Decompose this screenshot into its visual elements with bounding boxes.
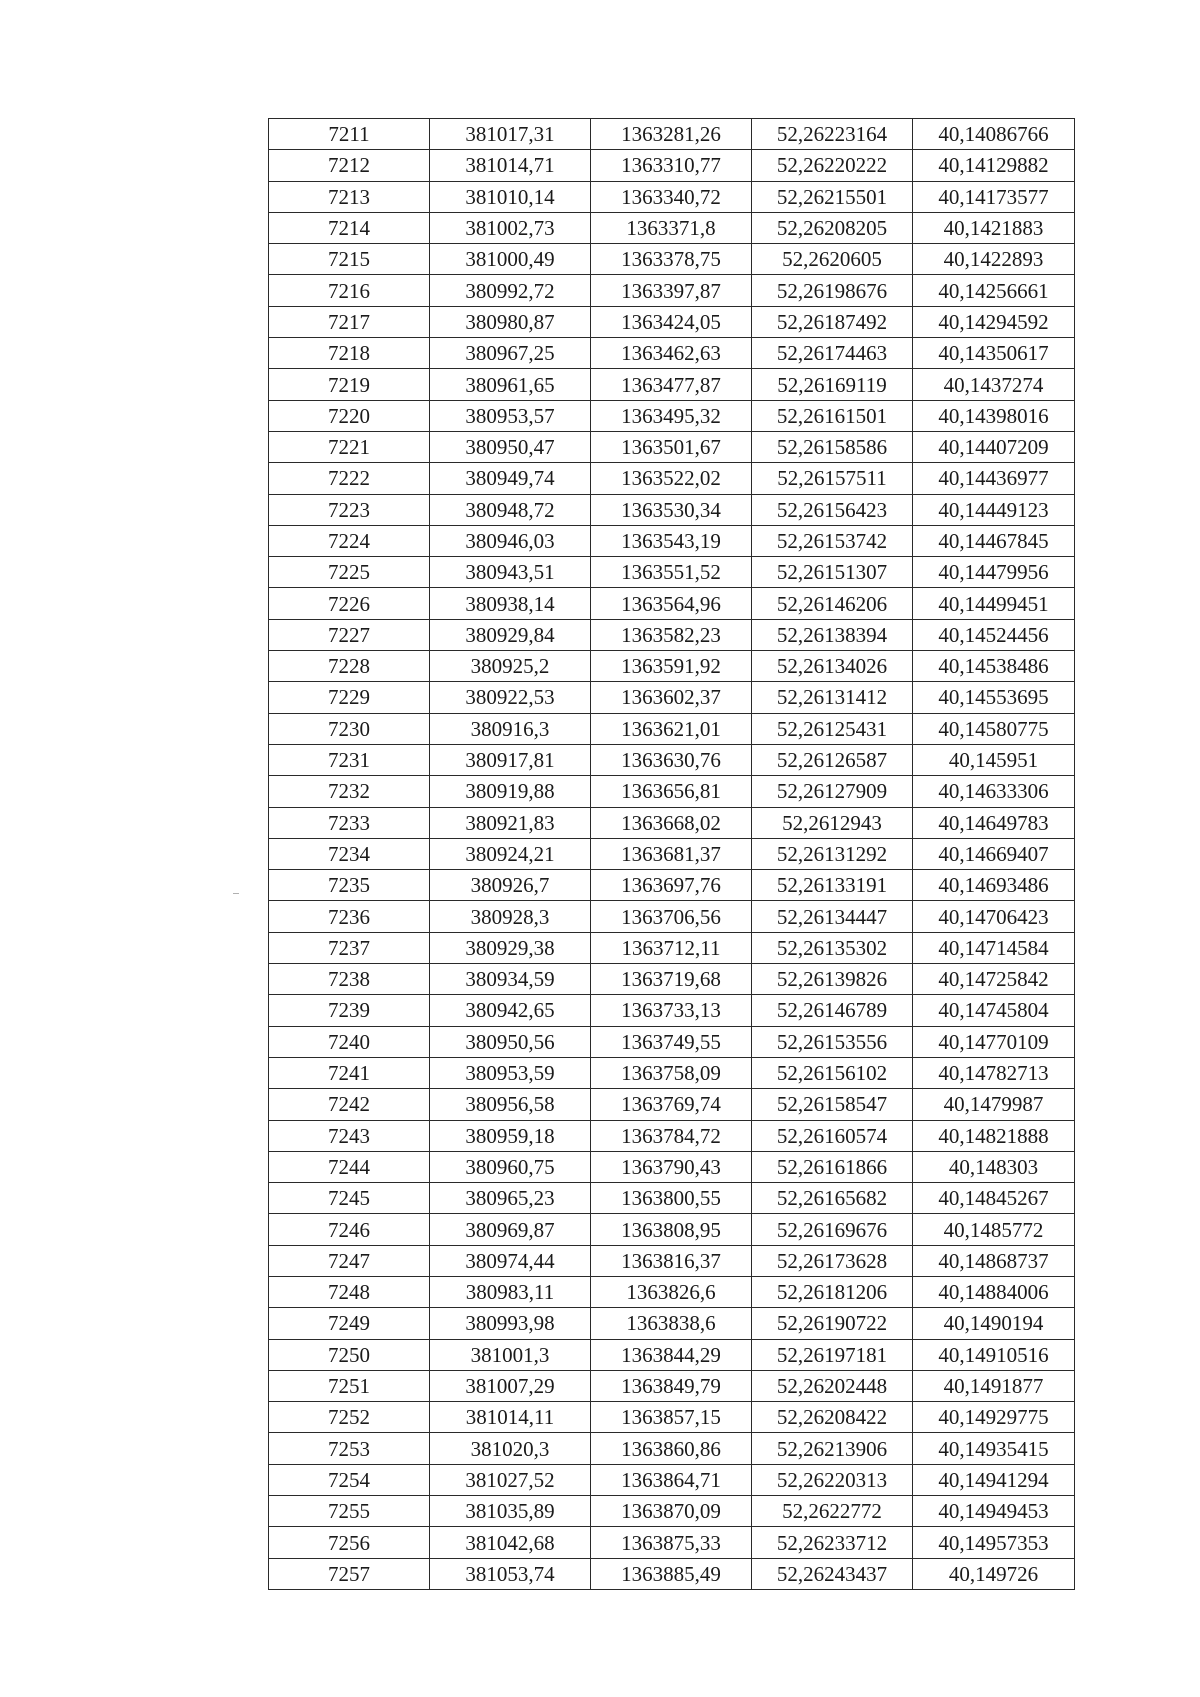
- latitude-cell: 52,26174463: [752, 338, 913, 369]
- coordinates-table-container: [268, 118, 1069, 1590]
- table-row: [269, 1496, 1075, 1527]
- latitude-cell: 52,26133191: [752, 870, 913, 901]
- table-row: [269, 807, 1075, 838]
- longitude-cell: 40,148303: [913, 1151, 1075, 1182]
- y-coordinate-cell: 1363281,26: [591, 119, 752, 150]
- x-coordinate-cell: 381053,74: [430, 1558, 591, 1589]
- longitude-cell: 40,14929775: [913, 1402, 1075, 1433]
- x-coordinate-cell: 380953,57: [430, 400, 591, 431]
- point-number-cell: 7230: [269, 713, 430, 744]
- latitude-cell: 52,26202448: [752, 1370, 913, 1401]
- x-coordinate-cell: 380965,23: [430, 1183, 591, 1214]
- latitude-cell: 52,26197181: [752, 1339, 913, 1370]
- longitude-cell: 40,14957353: [913, 1527, 1075, 1558]
- longitude-cell: 40,14479956: [913, 557, 1075, 588]
- y-coordinate-cell: 1363849,79: [591, 1370, 752, 1401]
- table-row: [269, 776, 1075, 807]
- x-coordinate-cell: 381017,31: [430, 119, 591, 150]
- table-row: [269, 1276, 1075, 1307]
- longitude-cell: 40,14173577: [913, 181, 1075, 212]
- point-number-cell: 7217: [269, 306, 430, 337]
- point-number-cell: 7216: [269, 275, 430, 306]
- latitude-cell: 52,26158547: [752, 1089, 913, 1120]
- x-coordinate-cell: 380960,75: [430, 1151, 591, 1182]
- latitude-cell: 52,26223164: [752, 119, 913, 150]
- latitude-cell: 52,2622772: [752, 1496, 913, 1527]
- point-number-cell: 7247: [269, 1245, 430, 1276]
- x-coordinate-cell: 380919,88: [430, 776, 591, 807]
- latitude-cell: 52,26190722: [752, 1308, 913, 1339]
- x-coordinate-cell: 380921,83: [430, 807, 591, 838]
- longitude-cell: 40,14714584: [913, 932, 1075, 963]
- table-row: [269, 1151, 1075, 1182]
- table-row: [269, 1245, 1075, 1276]
- point-number-cell: 7220: [269, 400, 430, 431]
- longitude-cell: 40,14633306: [913, 776, 1075, 807]
- point-number-cell: 7211: [269, 119, 430, 150]
- latitude-cell: 52,26243437: [752, 1558, 913, 1589]
- longitude-cell: 40,1491877: [913, 1370, 1075, 1401]
- table-row: [269, 275, 1075, 306]
- x-coordinate-cell: 380934,59: [430, 964, 591, 995]
- point-number-cell: 7219: [269, 369, 430, 400]
- point-number-cell: 7256: [269, 1527, 430, 1558]
- table-row: [269, 494, 1075, 525]
- x-coordinate-cell: 380929,38: [430, 932, 591, 963]
- table-row: [269, 181, 1075, 212]
- x-coordinate-cell: 380959,18: [430, 1120, 591, 1151]
- point-number-cell: 7221: [269, 431, 430, 462]
- x-coordinate-cell: 380942,65: [430, 995, 591, 1026]
- y-coordinate-cell: 1363749,55: [591, 1026, 752, 1057]
- point-number-cell: 7250: [269, 1339, 430, 1370]
- longitude-cell: 40,14524456: [913, 619, 1075, 650]
- y-coordinate-cell: 1363378,75: [591, 244, 752, 275]
- y-coordinate-cell: 1363697,76: [591, 870, 752, 901]
- latitude-cell: 52,26153742: [752, 525, 913, 556]
- latitude-cell: 52,26138394: [752, 619, 913, 650]
- y-coordinate-cell: 1363860,86: [591, 1433, 752, 1464]
- longitude-cell: 40,14706423: [913, 901, 1075, 932]
- longitude-cell: 40,1422893: [913, 244, 1075, 275]
- latitude-cell: 52,26208205: [752, 212, 913, 243]
- x-coordinate-cell: 380953,59: [430, 1057, 591, 1088]
- latitude-cell: 52,26146789: [752, 995, 913, 1026]
- point-number-cell: 7240: [269, 1026, 430, 1057]
- point-number-cell: 7229: [269, 682, 430, 713]
- latitude-cell: 52,26151307: [752, 557, 913, 588]
- longitude-cell: 40,1485772: [913, 1214, 1075, 1245]
- table-row: [269, 338, 1075, 369]
- y-coordinate-cell: 1363875,33: [591, 1527, 752, 1558]
- longitude-cell: 40,14941294: [913, 1464, 1075, 1495]
- longitude-cell: 40,14086766: [913, 119, 1075, 150]
- x-coordinate-cell: 380983,11: [430, 1276, 591, 1307]
- x-coordinate-cell: 381020,3: [430, 1433, 591, 1464]
- latitude-cell: 52,26153556: [752, 1026, 913, 1057]
- point-number-cell: 7242: [269, 1089, 430, 1120]
- x-coordinate-cell: 381010,14: [430, 181, 591, 212]
- point-number-cell: 7225: [269, 557, 430, 588]
- y-coordinate-cell: 1363816,37: [591, 1245, 752, 1276]
- longitude-cell: 40,14770109: [913, 1026, 1075, 1057]
- table-row: [269, 964, 1075, 995]
- y-coordinate-cell: 1363870,09: [591, 1496, 752, 1527]
- latitude-cell: 52,26125431: [752, 713, 913, 744]
- latitude-cell: 52,26181206: [752, 1276, 913, 1307]
- latitude-cell: 52,26165682: [752, 1183, 913, 1214]
- longitude-cell: 40,14935415: [913, 1433, 1075, 1464]
- point-number-cell: 7228: [269, 651, 430, 682]
- y-coordinate-cell: 1363864,71: [591, 1464, 752, 1495]
- y-coordinate-cell: 1363758,09: [591, 1057, 752, 1088]
- x-coordinate-cell: 380974,44: [430, 1245, 591, 1276]
- longitude-cell: 40,14256661: [913, 275, 1075, 306]
- coordinates-table: [268, 118, 1075, 1590]
- latitude-cell: 52,26169676: [752, 1214, 913, 1245]
- longitude-cell: 40,14745804: [913, 995, 1075, 1026]
- longitude-cell: 40,14845267: [913, 1183, 1075, 1214]
- latitude-cell: 52,26158586: [752, 431, 913, 462]
- longitude-cell: 40,14868737: [913, 1245, 1075, 1276]
- table-row: [269, 212, 1075, 243]
- x-coordinate-cell: 381002,73: [430, 212, 591, 243]
- y-coordinate-cell: 1363719,68: [591, 964, 752, 995]
- x-coordinate-cell: 381014,71: [430, 150, 591, 181]
- latitude-cell: 52,26146206: [752, 588, 913, 619]
- x-coordinate-cell: 380917,81: [430, 744, 591, 775]
- latitude-cell: 52,26160574: [752, 1120, 913, 1151]
- x-coordinate-cell: 381035,89: [430, 1496, 591, 1527]
- point-number-cell: 7243: [269, 1120, 430, 1151]
- y-coordinate-cell: 1363424,05: [591, 306, 752, 337]
- y-coordinate-cell: 1363630,76: [591, 744, 752, 775]
- x-coordinate-cell: 380926,7: [430, 870, 591, 901]
- latitude-cell: 52,26161501: [752, 400, 913, 431]
- table-row: [269, 369, 1075, 400]
- table-row: [269, 1308, 1075, 1339]
- x-coordinate-cell: 380980,87: [430, 306, 591, 337]
- x-coordinate-cell: 380938,14: [430, 588, 591, 619]
- latitude-cell: 52,26213906: [752, 1433, 913, 1464]
- x-coordinate-cell: 381007,29: [430, 1370, 591, 1401]
- point-number-cell: 7253: [269, 1433, 430, 1464]
- longitude-cell: 40,14436977: [913, 463, 1075, 494]
- x-coordinate-cell: 380967,25: [430, 338, 591, 369]
- y-coordinate-cell: 1363621,01: [591, 713, 752, 744]
- longitude-cell: 40,1437274: [913, 369, 1075, 400]
- table-row: [269, 1214, 1075, 1245]
- x-coordinate-cell: 380949,74: [430, 463, 591, 494]
- latitude-cell: 52,26215501: [752, 181, 913, 212]
- latitude-cell: 52,26233712: [752, 1527, 913, 1558]
- point-number-cell: 7246: [269, 1214, 430, 1245]
- table-row: [269, 1527, 1075, 1558]
- table-row: [269, 1089, 1075, 1120]
- point-number-cell: 7223: [269, 494, 430, 525]
- latitude-cell: 52,26220222: [752, 150, 913, 181]
- longitude-cell: 40,14294592: [913, 306, 1075, 337]
- table-row: [269, 306, 1075, 337]
- x-coordinate-cell: 380969,87: [430, 1214, 591, 1245]
- point-number-cell: 7233: [269, 807, 430, 838]
- point-number-cell: 7254: [269, 1464, 430, 1495]
- point-number-cell: 7249: [269, 1308, 430, 1339]
- y-coordinate-cell: 1363543,19: [591, 525, 752, 556]
- y-coordinate-cell: 1363769,74: [591, 1089, 752, 1120]
- point-number-cell: 7241: [269, 1057, 430, 1088]
- y-coordinate-cell: 1363310,77: [591, 150, 752, 181]
- x-coordinate-cell: 380924,21: [430, 838, 591, 869]
- longitude-cell: 40,14782713: [913, 1057, 1075, 1088]
- point-number-cell: 7222: [269, 463, 430, 494]
- point-number-cell: 7239: [269, 995, 430, 1026]
- y-coordinate-cell: 1363712,11: [591, 932, 752, 963]
- table-row: [269, 119, 1075, 150]
- y-coordinate-cell: 1363551,52: [591, 557, 752, 588]
- latitude-cell: 52,26135302: [752, 932, 913, 963]
- point-number-cell: 7218: [269, 338, 430, 369]
- y-coordinate-cell: 1363857,15: [591, 1402, 752, 1433]
- y-coordinate-cell: 1363602,37: [591, 682, 752, 713]
- x-coordinate-cell: 381027,52: [430, 1464, 591, 1495]
- longitude-cell: 40,14669407: [913, 838, 1075, 869]
- longitude-cell: 40,14884006: [913, 1276, 1075, 1307]
- table-row: [269, 838, 1075, 869]
- y-coordinate-cell: 1363790,43: [591, 1151, 752, 1182]
- table-row: [269, 1183, 1075, 1214]
- latitude-cell: 52,26134447: [752, 901, 913, 932]
- x-coordinate-cell: 381042,68: [430, 1527, 591, 1558]
- x-coordinate-cell: 380961,65: [430, 369, 591, 400]
- point-number-cell: 7251: [269, 1370, 430, 1401]
- point-number-cell: 7212: [269, 150, 430, 181]
- latitude-cell: 52,26161866: [752, 1151, 913, 1182]
- x-coordinate-cell: 380916,3: [430, 713, 591, 744]
- y-coordinate-cell: 1363591,92: [591, 651, 752, 682]
- point-number-cell: 7248: [269, 1276, 430, 1307]
- y-coordinate-cell: 1363582,23: [591, 619, 752, 650]
- longitude-cell: 40,14949453: [913, 1496, 1075, 1527]
- table-row: [269, 682, 1075, 713]
- latitude-cell: 52,26127909: [752, 776, 913, 807]
- y-coordinate-cell: 1363706,56: [591, 901, 752, 932]
- point-number-cell: 7237: [269, 932, 430, 963]
- y-coordinate-cell: 1363733,13: [591, 995, 752, 1026]
- x-coordinate-cell: 380946,03: [430, 525, 591, 556]
- table-row: [269, 713, 1075, 744]
- point-number-cell: 7214: [269, 212, 430, 243]
- longitude-cell: 40,14129882: [913, 150, 1075, 181]
- latitude-cell: 52,26131412: [752, 682, 913, 713]
- x-coordinate-cell: 380950,56: [430, 1026, 591, 1057]
- coordinates-table-body: [269, 119, 1075, 1590]
- y-coordinate-cell: 1363522,02: [591, 463, 752, 494]
- table-row: [269, 1558, 1075, 1589]
- longitude-cell: 40,14553695: [913, 682, 1075, 713]
- point-number-cell: 7252: [269, 1402, 430, 1433]
- longitude-cell: 40,14580775: [913, 713, 1075, 744]
- point-number-cell: 7245: [269, 1183, 430, 1214]
- y-coordinate-cell: 1363564,96: [591, 588, 752, 619]
- latitude-cell: 52,26187492: [752, 306, 913, 337]
- longitude-cell: 40,14407209: [913, 431, 1075, 462]
- table-row: [269, 1433, 1075, 1464]
- y-coordinate-cell: 1363808,95: [591, 1214, 752, 1245]
- table-row: [269, 557, 1075, 588]
- longitude-cell: 40,14725842: [913, 964, 1075, 995]
- latitude-cell: 52,26208422: [752, 1402, 913, 1433]
- longitude-cell: 40,14398016: [913, 400, 1075, 431]
- table-row: [269, 431, 1075, 462]
- scan-artifact: [233, 893, 239, 894]
- point-number-cell: 7226: [269, 588, 430, 619]
- latitude-cell: 52,2620605: [752, 244, 913, 275]
- table-row: [269, 870, 1075, 901]
- x-coordinate-cell: 380950,47: [430, 431, 591, 462]
- longitude-cell: 40,14821888: [913, 1120, 1075, 1151]
- table-row: [269, 244, 1075, 275]
- longitude-cell: 40,14499451: [913, 588, 1075, 619]
- x-coordinate-cell: 380943,51: [430, 557, 591, 588]
- x-coordinate-cell: 380928,3: [430, 901, 591, 932]
- point-number-cell: 7257: [269, 1558, 430, 1589]
- x-coordinate-cell: 380929,84: [430, 619, 591, 650]
- table-row: [269, 651, 1075, 682]
- latitude-cell: 52,26126587: [752, 744, 913, 775]
- longitude-cell: 40,14693486: [913, 870, 1075, 901]
- latitude-cell: 52,26139826: [752, 964, 913, 995]
- x-coordinate-cell: 380922,53: [430, 682, 591, 713]
- longitude-cell: 40,14538486: [913, 651, 1075, 682]
- table-row: [269, 995, 1075, 1026]
- point-number-cell: 7236: [269, 901, 430, 932]
- longitude-cell: 40,14449123: [913, 494, 1075, 525]
- table-row: [269, 619, 1075, 650]
- latitude-cell: 52,26156102: [752, 1057, 913, 1088]
- table-row: [269, 1370, 1075, 1401]
- y-coordinate-cell: 1363826,6: [591, 1276, 752, 1307]
- y-coordinate-cell: 1363501,67: [591, 431, 752, 462]
- table-row: [269, 932, 1075, 963]
- table-row: [269, 1026, 1075, 1057]
- table-row: [269, 1464, 1075, 1495]
- table-row: [269, 901, 1075, 932]
- x-coordinate-cell: 380948,72: [430, 494, 591, 525]
- y-coordinate-cell: 1363885,49: [591, 1558, 752, 1589]
- longitude-cell: 40,1421883: [913, 212, 1075, 243]
- y-coordinate-cell: 1363838,6: [591, 1308, 752, 1339]
- longitude-cell: 40,149726: [913, 1558, 1075, 1589]
- longitude-cell: 40,145951: [913, 744, 1075, 775]
- y-coordinate-cell: 1363340,72: [591, 181, 752, 212]
- latitude-cell: 52,26169119: [752, 369, 913, 400]
- y-coordinate-cell: 1363371,8: [591, 212, 752, 243]
- point-number-cell: 7215: [269, 244, 430, 275]
- x-coordinate-cell: 381000,49: [430, 244, 591, 275]
- y-coordinate-cell: 1363681,37: [591, 838, 752, 869]
- y-coordinate-cell: 1363477,87: [591, 369, 752, 400]
- point-number-cell: 7232: [269, 776, 430, 807]
- table-row: [269, 1402, 1075, 1433]
- table-row: [269, 150, 1075, 181]
- y-coordinate-cell: 1363784,72: [591, 1120, 752, 1151]
- point-number-cell: 7224: [269, 525, 430, 556]
- x-coordinate-cell: 380956,58: [430, 1089, 591, 1120]
- point-number-cell: 7235: [269, 870, 430, 901]
- table-row: [269, 463, 1075, 494]
- latitude-cell: 52,26131292: [752, 838, 913, 869]
- longitude-cell: 40,14910516: [913, 1339, 1075, 1370]
- y-coordinate-cell: 1363656,81: [591, 776, 752, 807]
- point-number-cell: 7213: [269, 181, 430, 212]
- table-row: [269, 588, 1075, 619]
- point-number-cell: 7238: [269, 964, 430, 995]
- table-row: [269, 1339, 1075, 1370]
- latitude-cell: 52,26156423: [752, 494, 913, 525]
- y-coordinate-cell: 1363800,55: [591, 1183, 752, 1214]
- table-row: [269, 1120, 1075, 1151]
- y-coordinate-cell: 1363462,63: [591, 338, 752, 369]
- table-row: [269, 400, 1075, 431]
- x-coordinate-cell: 380925,2: [430, 651, 591, 682]
- y-coordinate-cell: 1363668,02: [591, 807, 752, 838]
- latitude-cell: 52,2612943: [752, 807, 913, 838]
- point-number-cell: 7244: [269, 1151, 430, 1182]
- latitude-cell: 52,26220313: [752, 1464, 913, 1495]
- point-number-cell: 7227: [269, 619, 430, 650]
- table-row: [269, 744, 1075, 775]
- longitude-cell: 40,14467845: [913, 525, 1075, 556]
- x-coordinate-cell: 380992,72: [430, 275, 591, 306]
- y-coordinate-cell: 1363530,34: [591, 494, 752, 525]
- point-number-cell: 7231: [269, 744, 430, 775]
- y-coordinate-cell: 1363844,29: [591, 1339, 752, 1370]
- longitude-cell: 40,1490194: [913, 1308, 1075, 1339]
- latitude-cell: 52,26173628: [752, 1245, 913, 1276]
- latitude-cell: 52,26157511: [752, 463, 913, 494]
- latitude-cell: 52,26134026: [752, 651, 913, 682]
- point-number-cell: 7234: [269, 838, 430, 869]
- longitude-cell: 40,14350617: [913, 338, 1075, 369]
- y-coordinate-cell: 1363397,87: [591, 275, 752, 306]
- table-row: [269, 525, 1075, 556]
- longitude-cell: 40,1479987: [913, 1089, 1075, 1120]
- y-coordinate-cell: 1363495,32: [591, 400, 752, 431]
- x-coordinate-cell: 381014,11: [430, 1402, 591, 1433]
- x-coordinate-cell: 381001,3: [430, 1339, 591, 1370]
- table-row: [269, 1057, 1075, 1088]
- point-number-cell: 7255: [269, 1496, 430, 1527]
- latitude-cell: 52,26198676: [752, 275, 913, 306]
- longitude-cell: 40,14649783: [913, 807, 1075, 838]
- x-coordinate-cell: 380993,98: [430, 1308, 591, 1339]
